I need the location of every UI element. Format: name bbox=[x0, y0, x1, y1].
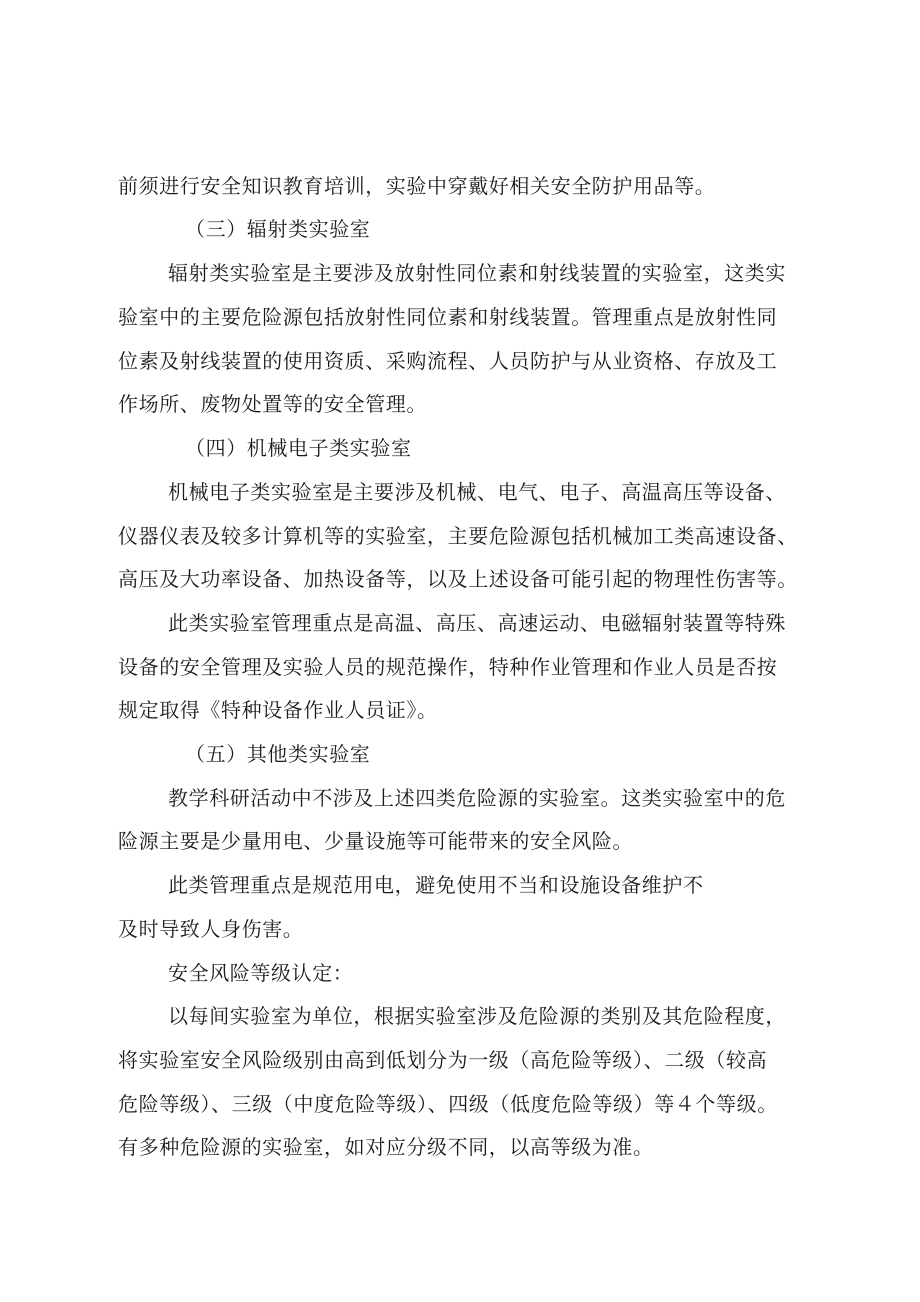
paragraph-line: 辐射类实验室是主要涉及放射性同位素和射线装置的实验室，这类实 bbox=[168, 261, 786, 285]
paragraph-line: 危险等级）、三级（中度危险等级）、四级（低度危险等级）等４个等级。 bbox=[118, 1092, 778, 1116]
paragraph-line: 作场所、废物处置等的安全管理。 bbox=[118, 392, 427, 416]
risk-level-heading: 安全风险等级认定： bbox=[168, 961, 354, 985]
paragraph-line: 机械电子类实验室是主要涉及机械、电气、电子、高温高压等设备、 bbox=[168, 480, 786, 504]
paragraph-line: 此类实验室管理重点是高温、高压、高速运动、电磁辐射装置等特殊 bbox=[168, 611, 786, 635]
paragraph-line: 前须进行安全知识教育培训，实验中穿戴好相关安全防护用品等。 bbox=[118, 174, 716, 198]
paragraph-line: 险源主要是少量用电、少量设施等可能带来的安全风险。 bbox=[118, 829, 633, 853]
section-heading-mechanical: （四）机械电子类实验室 bbox=[185, 436, 412, 460]
paragraph-line: 教学科研活动中不涉及上述四类危险源的实验室。这类实验室中的危 bbox=[168, 786, 786, 810]
paragraph-line: 以每间实验室为单位，根据实验室涉及危险源的类别及其危险程度， bbox=[168, 1004, 786, 1028]
paragraph-line: 将实验室安全风险级别由高到低划分为一级（高危险等级）、二级（较高 bbox=[118, 1048, 768, 1072]
paragraph-line: 及时导致人身伤害。 bbox=[118, 917, 304, 941]
paragraph-line: 此类管理重点是规范用电，避免使用不当和设施设备维护不 bbox=[168, 873, 704, 897]
section-heading-other: （五）其他类实验室 bbox=[185, 742, 371, 766]
paragraph-line: 有多种危险源的实验室，如对应分级不同，以高等级为准。 bbox=[118, 1135, 654, 1159]
paragraph-line: 验室中的主要危险源包括放射性同位素和射线装置。管理重点是放射性同 bbox=[118, 305, 778, 329]
paragraph-line: 高压及大功率设备、加热设备等，以及上述设备可能引起的物理性伤害等。 bbox=[118, 567, 798, 591]
paragraph-line: 仪器仪表及较多计算机等的实验室，主要危险源包括机械加工类高速设备、 bbox=[118, 524, 798, 548]
paragraph-line: 位素及射线装置的使用资质、采购流程、人员防护与从业资格、存放及工 bbox=[118, 349, 778, 373]
section-heading-radiation: （三）辐射类实验室 bbox=[185, 217, 371, 241]
paragraph-line: 规定取得《特种设备作业人员证》。 bbox=[118, 698, 438, 722]
paragraph-line: 设备的安全管理及实验人员的规范操作，特种作业管理和作业人员是否按 bbox=[118, 655, 778, 679]
